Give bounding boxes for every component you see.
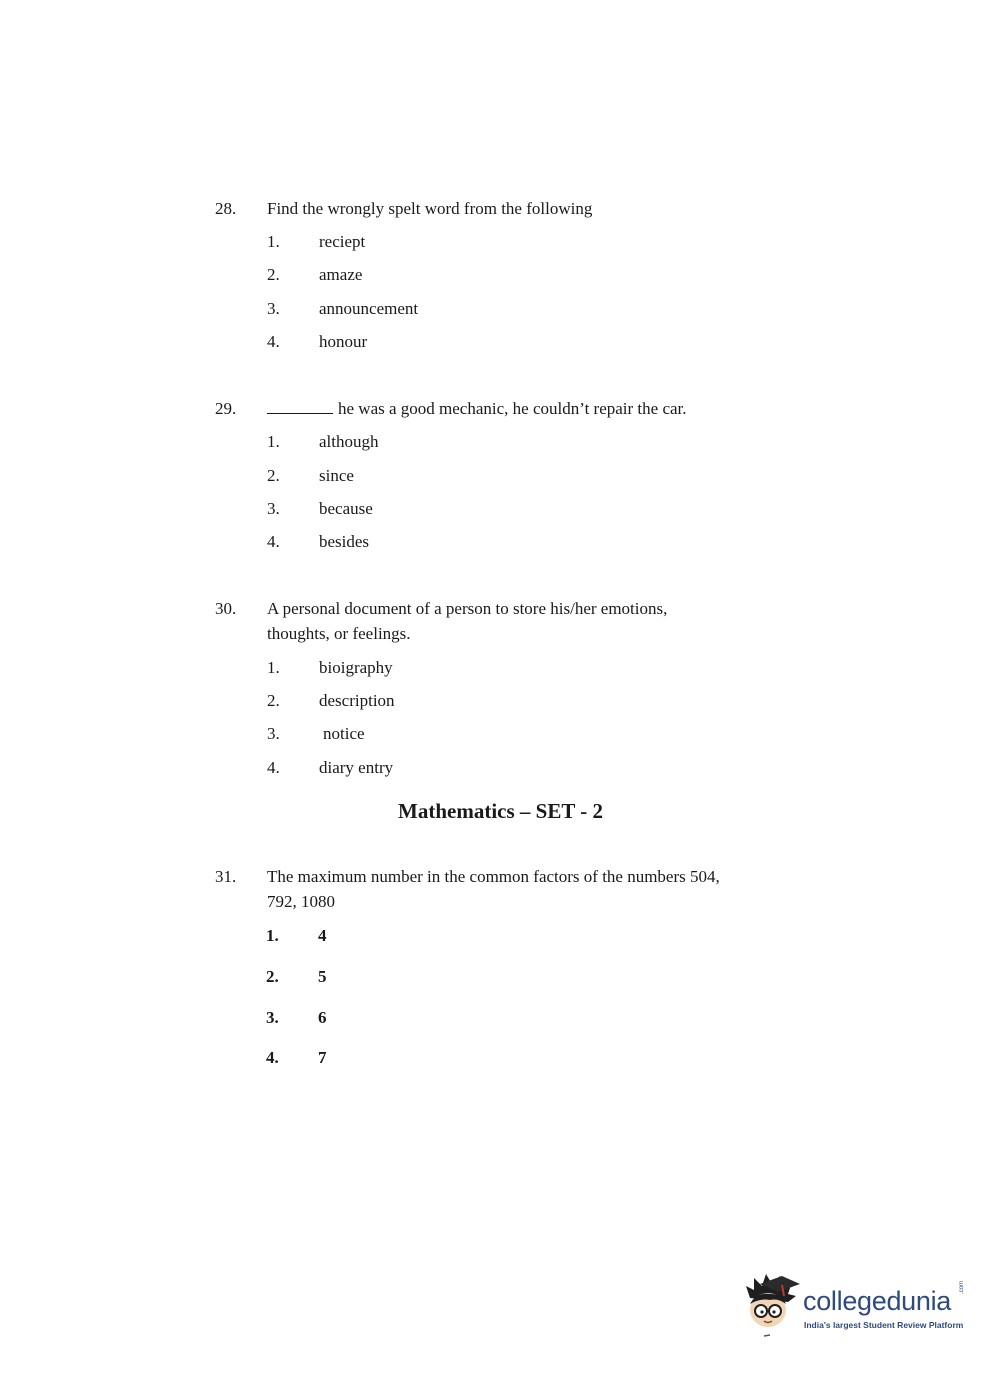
option-number: 1. <box>266 926 279 945</box>
option <box>0 229 1001 254</box>
option-number: 1. <box>267 432 280 451</box>
option-number: 2. <box>267 691 280 710</box>
option-number: 1. <box>267 232 280 251</box>
option <box>0 688 1001 713</box>
option-number: 2. <box>266 967 279 986</box>
option <box>0 529 1001 554</box>
option-number: 3. <box>267 724 280 743</box>
question-number: 31. <box>215 867 237 886</box>
option-number: 4. <box>267 758 280 777</box>
option-text: besides <box>319 532 370 551</box>
option <box>0 721 1001 746</box>
option <box>0 262 1001 287</box>
option-number: 2. <box>267 265 280 284</box>
option <box>0 463 1001 488</box>
question-number: 28. <box>215 199 237 218</box>
option <box>0 755 1001 780</box>
question-text-line: The maximum number in the common factors of the numbers 504, <box>267 867 720 886</box>
option <box>0 296 1001 321</box>
question-text: Find the wrongly spelt word from the following <box>267 199 593 218</box>
option-text: because <box>319 499 373 518</box>
option-text: description <box>319 691 395 710</box>
question-text <box>267 864 827 914</box>
option-text: bioigraphy <box>319 658 393 677</box>
option-number: 2. <box>267 466 280 485</box>
question-number: 29. <box>215 399 237 418</box>
question-text <box>267 596 827 646</box>
option <box>0 496 1001 521</box>
option-text: although <box>319 432 379 451</box>
option-text: since <box>319 466 354 485</box>
option <box>0 655 1001 680</box>
logo-suffix: .com <box>959 1280 965 1294</box>
section-title: Mathematics – SET - 2 <box>398 799 603 823</box>
mascot-icon <box>742 1272 802 1342</box>
option <box>0 1045 1001 1070</box>
logo-wordmark: collegedunia <box>803 1286 952 1316</box>
option-text: reciept <box>319 232 366 251</box>
option <box>0 923 1001 948</box>
option-text: amaze <box>319 265 363 284</box>
option-number: 1. <box>267 658 280 677</box>
option-text: 4 <box>318 926 327 945</box>
option <box>0 429 1001 454</box>
option <box>0 964 1001 989</box>
option <box>0 329 1001 354</box>
question-text-wrapper <box>267 396 827 421</box>
question-text-line: A personal document of a person to store his/her emotions, <box>267 599 668 618</box>
logo-tagline: India's largest Student Review Platform <box>804 1320 964 1330</box>
option-number: 4. <box>267 332 280 351</box>
fill-in-blank <box>267 397 333 414</box>
option-text: notice <box>323 724 365 743</box>
question-text-line: 792, 1080 <box>267 892 335 911</box>
option-text: 7 <box>318 1048 327 1067</box>
option-text: announcement <box>319 299 419 318</box>
option-number: 3. <box>266 1008 279 1027</box>
option <box>0 1005 1001 1030</box>
question-text: he was a good mechanic, he couldn’t repair the car. <box>338 399 687 418</box>
option-text: honour <box>319 332 368 351</box>
option-number: 4. <box>266 1048 279 1067</box>
question-text-line: thoughts, or feelings. <box>267 624 411 643</box>
collegedunia-logo <box>742 1272 972 1342</box>
question-number: 30. <box>215 599 237 618</box>
option-number: 3. <box>267 299 280 318</box>
option-text: diary entry <box>319 758 394 777</box>
option-text: 5 <box>318 967 327 986</box>
option-number: 4. <box>267 532 280 551</box>
option-number: 3. <box>267 499 280 518</box>
option-text: 6 <box>318 1008 327 1027</box>
